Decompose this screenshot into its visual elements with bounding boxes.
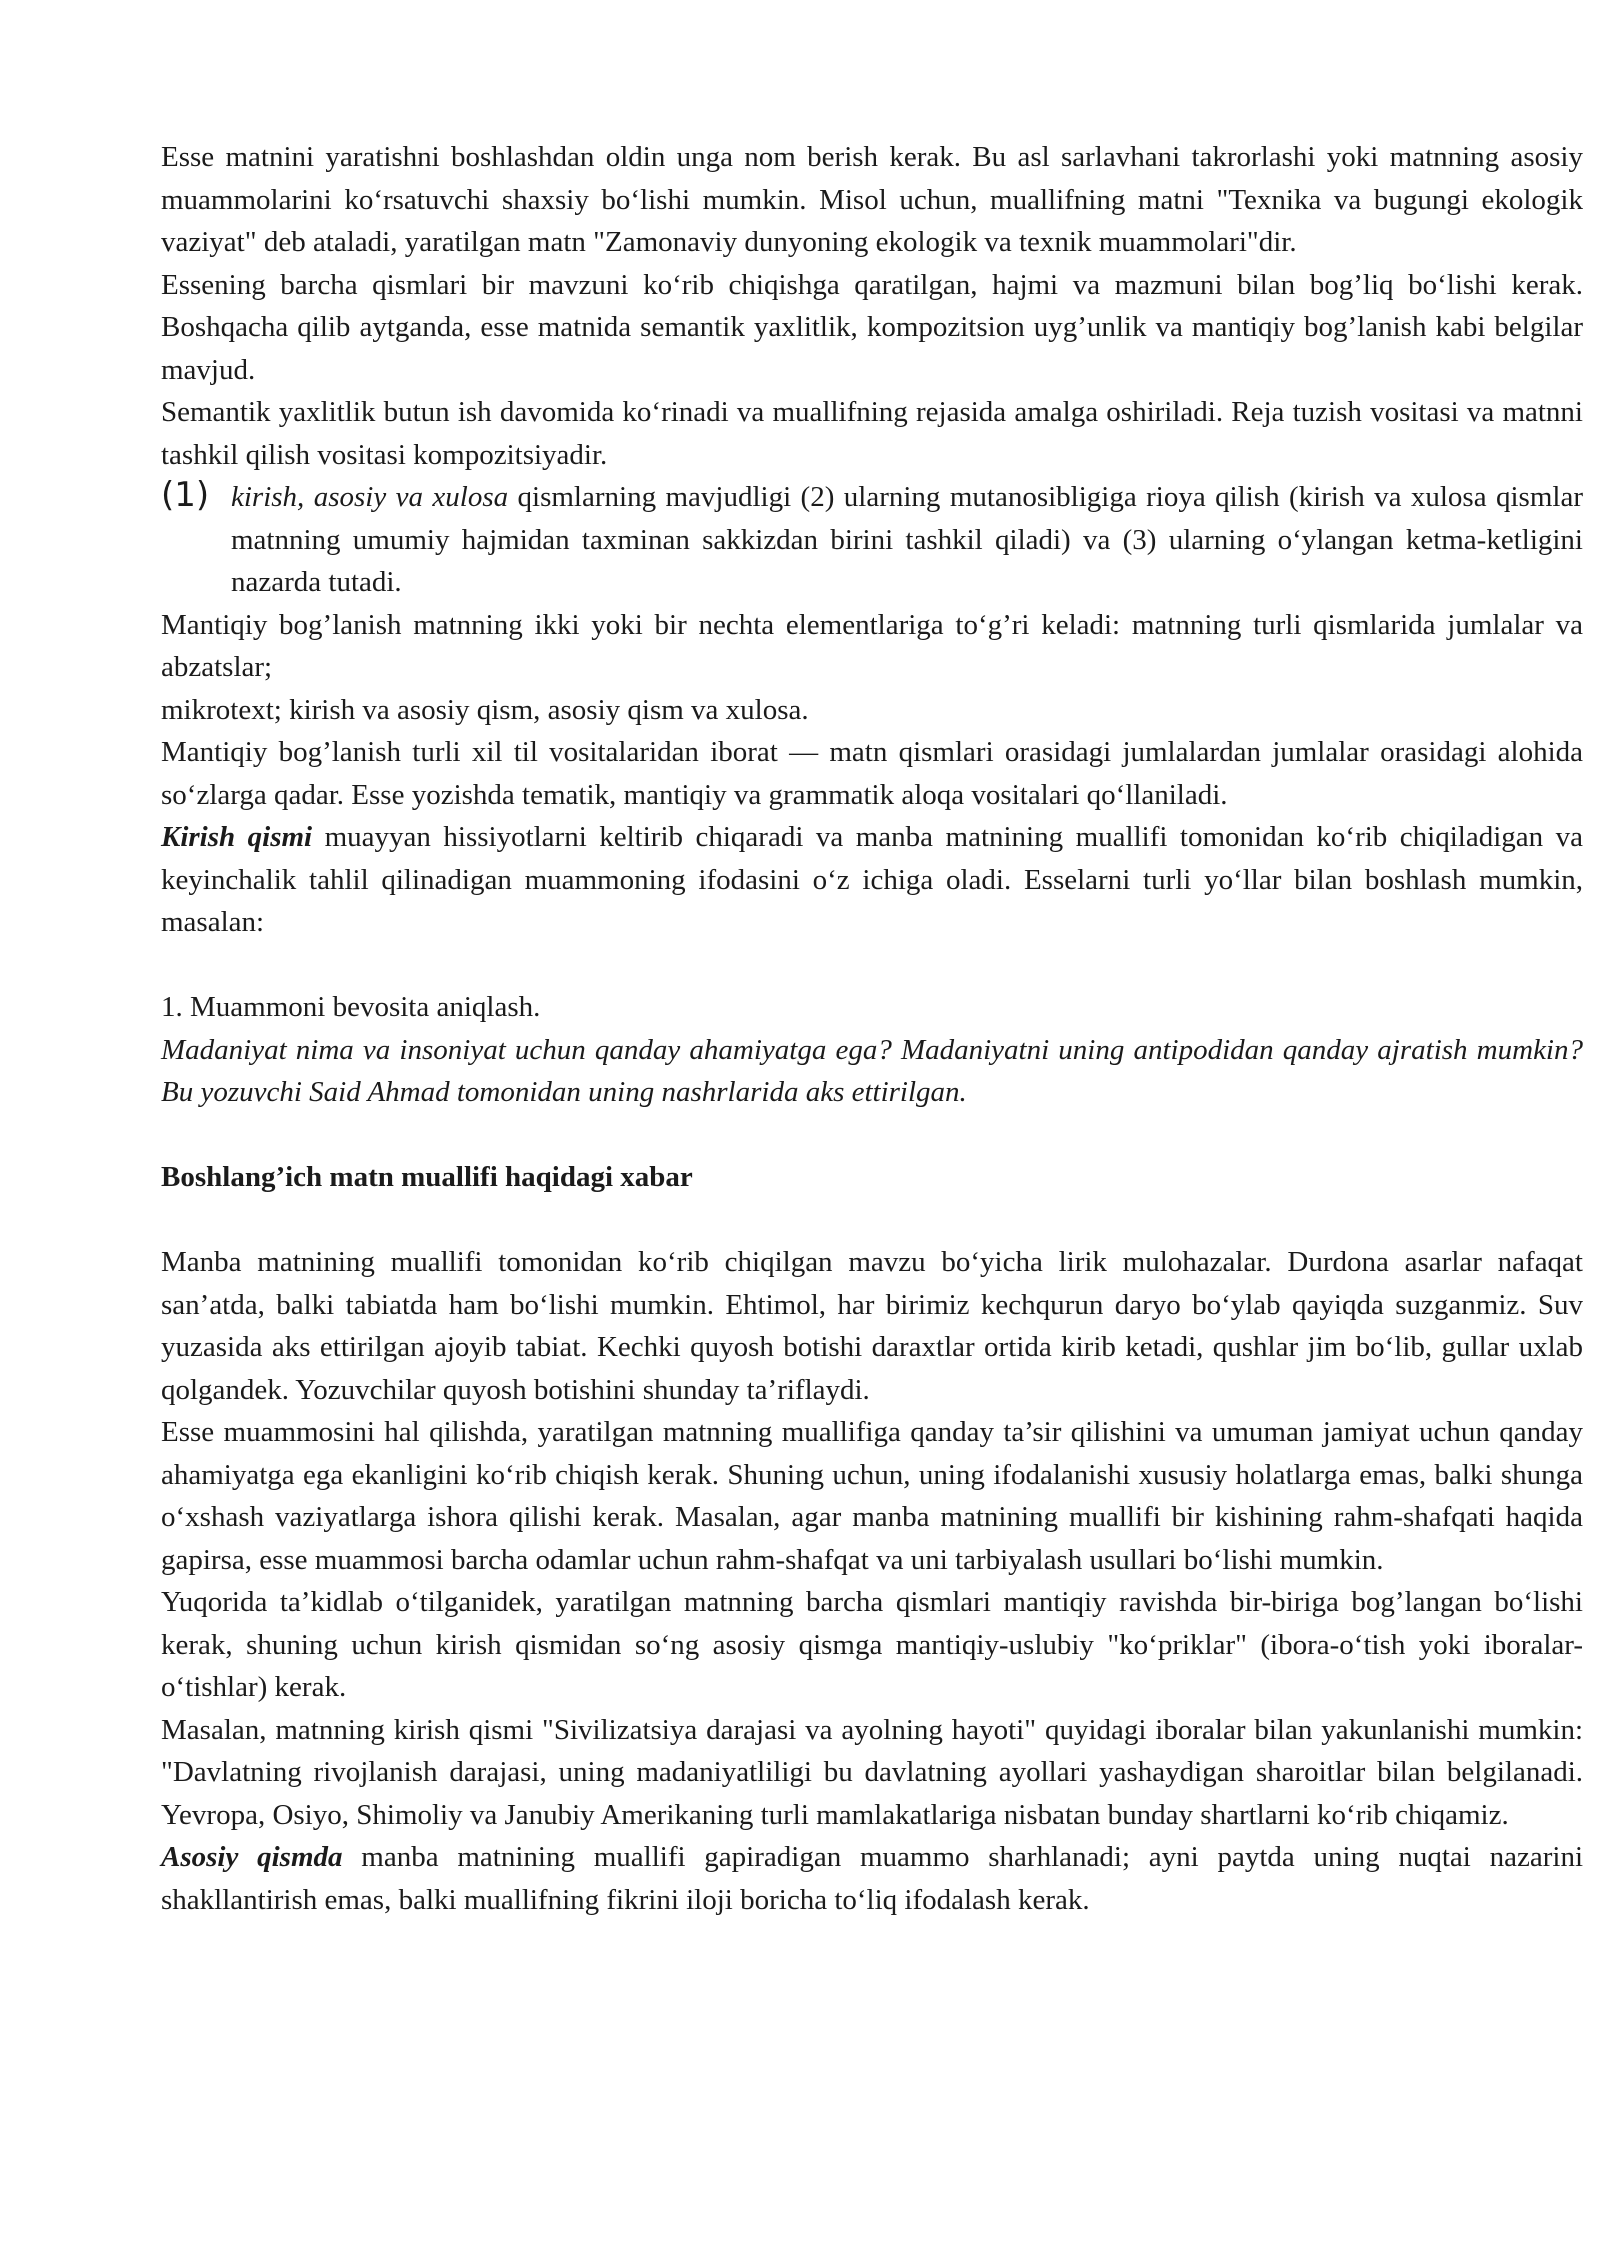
numbered-list-item (161, 476, 1583, 604)
paragraph: Yuqorida ta’kidlab o‘tilganidek, yaratilgan matnning barcha qismlari mantiqiy ravishda bir-biriga bog’langan bo‘lishi kerak, shuning uchun kirish qismidan so‘ng asosiy qismga mantiqiy-uslubiy "ko‘priklar" (ibora-o‘tish yoki iboralar-o‘tishlar) kerak. (161, 1586, 1583, 1703)
italic-lead: kirish, asosiy va xulosa (231, 481, 509, 513)
bold-italic-lead: Asosiy qismda (161, 1841, 343, 1873)
blank-line (161, 1199, 1583, 1242)
paragraph: Essening barcha qismlari bir mavzuni ko‘rib chiqishga qaratilgan, hajmi va mazmuni bilan bog’liq bo‘lishi kerak. Boshqacha qilib aytganda, esse matnida semantik yaxlitlik, kompozitsion uyg’unlik va mantiqiy bog’lanish kabi belgilar mavjud. (161, 268, 1583, 386)
blank-line (161, 944, 1583, 987)
paragraph: Manba matnining muallifi tomonidan ko‘rib chiqilgan mavzu bo‘yicha lirik mulohazalar. Durdona asarlar nafaqat san’atda, balki tabiatda ham bo‘lishi mumkin. Ehtimol, har birimiz kechqurun daryo bo‘ylab qayiqda suzganmiz. Suv yuzasida aks ettirilgan ajoyib tabiat. Kechki quyosh botishi daraxtlar ortida kirib ketadi, qushlar jim bo‘lib, gullar uxlab qolgandek. Yozuvchilar quyosh botishini shunday ta’riflaydi. (161, 1246, 1583, 1406)
section-heading: Boshlang’ich matn muallifi haqidagi xabar (161, 1161, 693, 1193)
paragraph-text: muayyan hissiyotlarni keltirib chiqaradi va manba matnining muallifi tomonidan ko‘rib chiqiladigan va keyinchalik tahlil qilinadigan muammoning ifodasini o‘z ichiga oladi. Esselarni turli yo‘llar bilan boshlash mumkin, masalan: (161, 821, 1583, 938)
paragraph (161, 816, 1583, 944)
list-item-text: qismlarning mavjudligi (2) ularning mutanosibligiga rioya qilish (kirish va xulosa qismlar matnning umumiy hajmidan taxminan sakkizdan birini tashkil qiladi) va (3) ularning o‘ylangan ketma-ketligini nazarda tutadi. (231, 481, 1583, 598)
paragraph: Esse muammosini hal qilishda, yaratilgan matnning muallifiga qanday ta’sir qilishini va umuman jamiyat uchun qanday ahamiyatga ega ekanligini ko‘rib chiqish kerak. Shuning uchun, uning ifodalanishi xususiy holatlarga emas, balki shunga o‘xshash vaziyatlarga ishora qilishi kerak. Masalan, agar manba matnining muallifi bir kishining rahm-shafqati haqida gapirsa, esse muammosi barcha odamlar uchun rahm-shafqat va uni tarbiyalash usullari bo‘lishi mumkin. (161, 1416, 1583, 1576)
paragraph: Semantik yaxlitlik butun ish davomida ko‘rinadi va muallifning rejasida amalga oshiriladi. Reja tuzish vositasi va matnni tashkil qilish vositasi kompozitsiyadir. (161, 396, 1583, 471)
paragraph: Masalan, matnning kirish qismi "Sivilizatsiya darajasi va ayolning hayoti" quyidagi iboralar bilan yakunlanishi mumkin: "Davlatning rivojlanish darajasi, uning madaniyatliligi bu davlatning ayollari yashaydigan sharoitlar bilan belgilanadi. Yevropa, Osiyo, Shimoliy va Janubiy Amerikaning turli mamlakatlariga nisbatan bunday shartlarni ko‘rib chiqamiz. (161, 1713, 1583, 1831)
paragraph: 1. Muammoni bevosita aniqlash. (161, 991, 541, 1023)
paragraph: Mantiqiy bog’lanish matnning ikki yoki bir nechta elementlariga to‘g’ri keladi: matnning turli qismlarida jumlalar va abzatslar; (161, 608, 1583, 683)
bold-italic-lead: Kirish qismi (161, 821, 313, 853)
italic-text: Madaniyat nima va insoniyat uchun qanday ahamiyatga ega? Madaniyatni uning antipodidan qanday ajratish mumkin? Bu yozuvchi Said Ahmad tomonidan uning nashrlarida aks ettirilgan. (161, 1033, 1583, 1108)
document-page (161, 136, 1583, 1921)
paragraph-text: manba matnining muallifi gapiradigan muammo sharhlanadi; ayni paytda uning nuqtai nazarini shakllantirish emas, balki muallifning fikrini iloji boricha to‘liq ifodalash kerak. (161, 1841, 1583, 1916)
list-number: (1) (161, 475, 210, 515)
paragraph: Mantiqiy bog’lanish turli xil til vositalaridan iborat — matn qismlari orasidagi jumlalardan jumlalar orasidagi alohida so‘zlarga qadar. Esse yozishda tematik, mantiqiy va grammatik aloqa vositalari qo‘llaniladi. (161, 736, 1583, 811)
paragraph: mikrotext; kirish va asosiy qism, asosiy qism va xulosa. (161, 693, 809, 726)
blank-line (161, 1114, 1583, 1157)
italic-paragraph (161, 1029, 1583, 1114)
paragraph (161, 1836, 1583, 1921)
paragraph: Esse matnini yaratishni boshlashdan oldin unga nom berish kerak. Bu asl sarlavhani takrorlashi yoki matnning asosiy muammolarini ko‘rsatuvchi shaxsiy bo‘lishi mumkin. Misol uchun, muallifning matni "Texnika va bugungi ekologik vaziyat" deb ataladi, yaratilgan matn "Zamonaviy dunyoning ekologik va texnik muammolari"dir. (161, 141, 1583, 258)
